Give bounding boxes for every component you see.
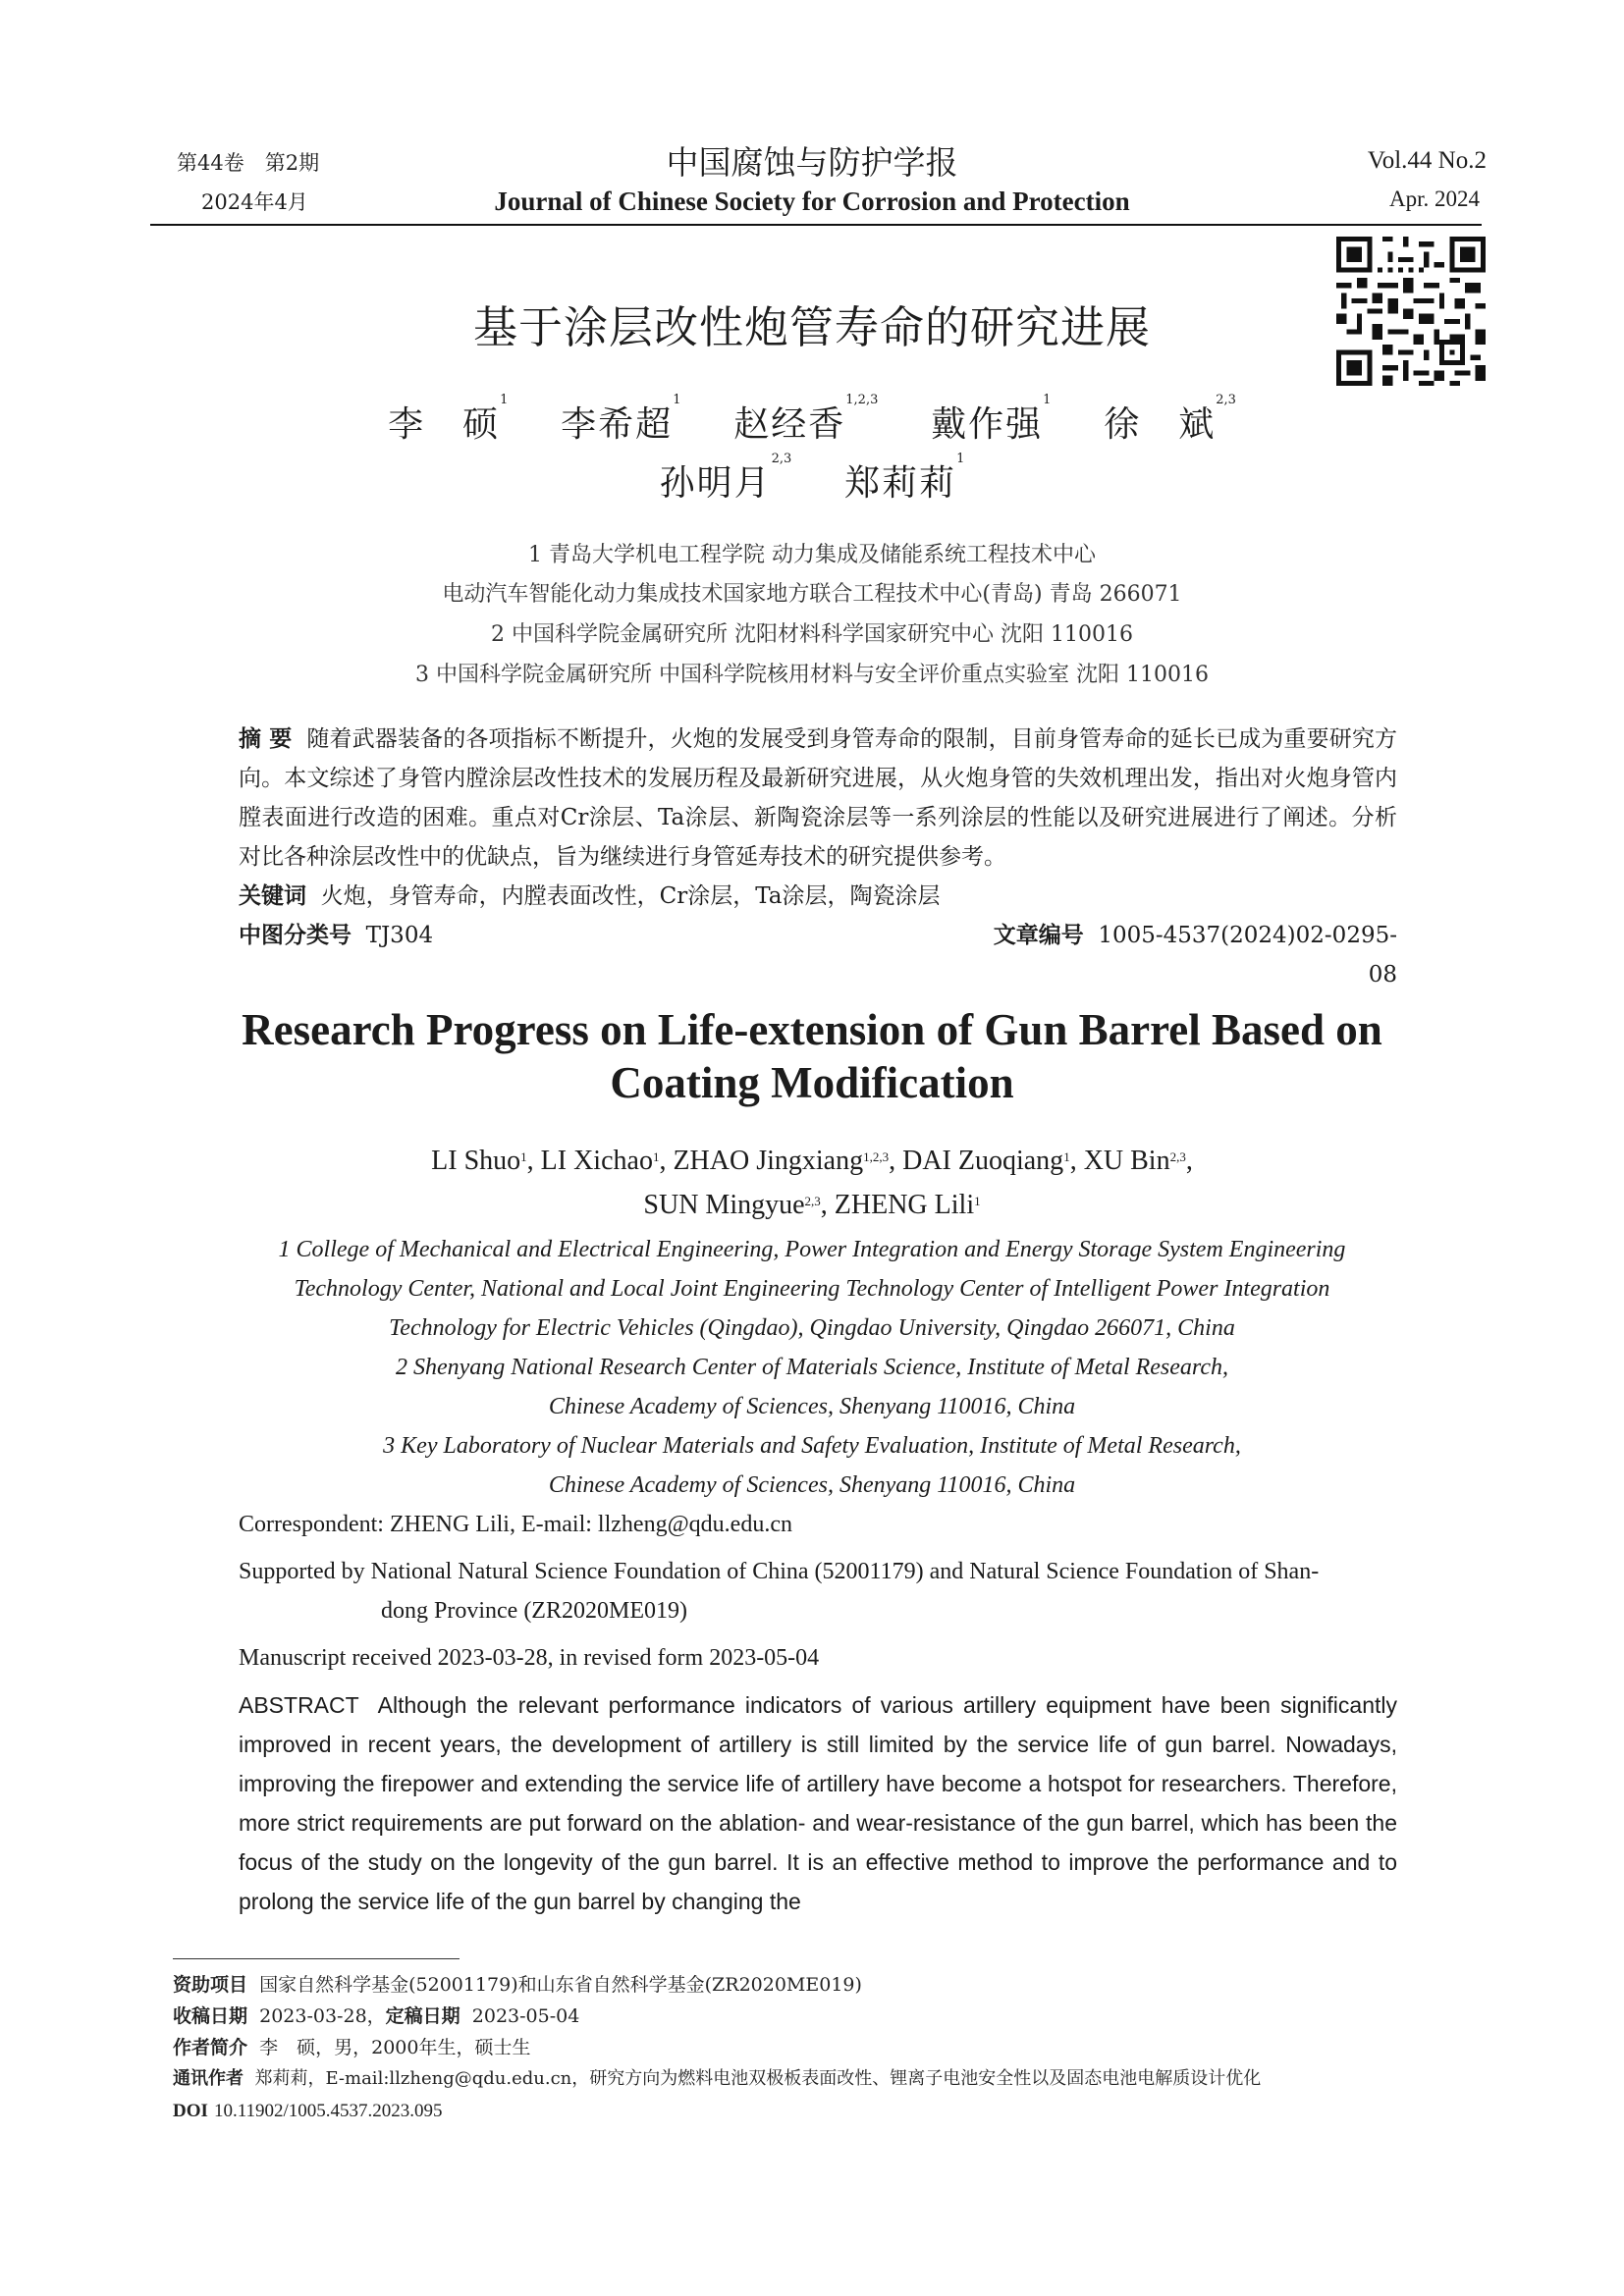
footnote-doi: DOI 10.11902/1005.4537.2023.095 bbox=[173, 2101, 443, 2121]
author-cn: 赵经香$^{1,2,3}$ bbox=[733, 393, 879, 445]
author-en: DAI Zuoqiang$^1$, bbox=[902, 1146, 1084, 1176]
author-en: ZHAO Jingxiang$^{1,2,3}$, bbox=[673, 1146, 903, 1176]
footnote-rule bbox=[173, 1958, 460, 1959]
journal-title-en: Journal of Chinese Society for Corrosion and Protection bbox=[494, 187, 1130, 216]
supported-en-line: dong Province (ZR2020ME019) bbox=[381, 1598, 687, 1624]
article-title-en-line: Coating Modification bbox=[610, 1058, 1014, 1107]
affiliation-en-line: Technology Center, National and Local Joint Engineering Technology Center of Intelligent Power Integration bbox=[294, 1276, 1330, 1302]
affiliation-en-line: Chinese Academy of Sciences, Shenyang 110016, China bbox=[548, 1472, 1076, 1498]
footnote-dates: 收稿日期 2023-03-28，定稿日期 2023-05-04 bbox=[173, 2005, 580, 2027]
correspondent-en: Correspondent: ZHENG Lili, E-mail: llzheng@qdu.edu.cn bbox=[239, 1512, 792, 1537]
author-cn: 孙明月$^{2,3}$ bbox=[659, 452, 792, 504]
abstract-cn-label: 摘 要 bbox=[239, 725, 293, 752]
affiliation-en-line: 2 Shenyang National Research Center of Materials Science, Institute of Metal Research, bbox=[395, 1355, 1229, 1380]
affiliation-en-line: Chinese Academy of Sciences, Shenyang 110016, China bbox=[548, 1394, 1076, 1419]
affiliation-en-line: 1 College of Mechanical and Electrical Engineering, Power Integration and Energy Storage System Engineering bbox=[278, 1237, 1346, 1262]
header-volume-en: Vol.44 No.2 bbox=[1367, 147, 1487, 174]
header-volume-cn: 第44卷 第2期 bbox=[177, 151, 320, 175]
en-meta-block bbox=[239, 1505, 1397, 1678]
article-title-en bbox=[0, 1003, 1624, 1109]
supported-en bbox=[239, 1552, 1397, 1630]
affiliation-cn: 3 中国科学院金属研究所 中国科学院核用材料与安全评价重点实验室 沈阳 110016 bbox=[415, 663, 1209, 687]
footnote-author-bio: 作者简介 李 硕，男，2000年生，硕士生 bbox=[173, 2037, 531, 2058]
classification-cn-value: TJ304 bbox=[365, 923, 434, 948]
affiliations-en bbox=[0, 1230, 1624, 1505]
article-title-cn: 基于涂层改性炮管寿命的研究进展 bbox=[472, 301, 1151, 353]
supported-en-line: Supported by National Natural Science Foundation of China (52001179) and Natural Science Foundation of Shan- bbox=[239, 1559, 1320, 1584]
author-cn: 徐 斌$^{2,3}$ bbox=[1104, 393, 1236, 445]
author-en: LI Xichao$^1$, bbox=[540, 1146, 674, 1176]
abstract-cn-text: 随着武器装备的各项指标不断提升，火炮的发展受到身管寿命的限制，目前身管寿命的延长已成为重要研究方向。本文综述了身管内膛涂层改性技术的发展历程及最新研究进展，从火炮身管的失效机理出发，指出对火炮身管内膛表面进行改造的困难。重点对Cr涂层、Ta涂层、新陶瓷涂层等一系列涂层的性能以及研究进展进行了阐述。分析对比各种涂层改性中的优缺点，旨为继续进行身管延寿技术的研究提供参考。 bbox=[239, 726, 1397, 870]
affiliation-cn: 1 青岛大学机电工程学院 动力集成及储能系统工程技术中心 bbox=[528, 543, 1096, 567]
manuscript-dates-en: Manuscript received 2023-03-28, in revised form 2023-05-04 bbox=[239, 1645, 820, 1671]
author-cn: 郑莉莉$^1$ bbox=[844, 452, 965, 504]
abstract-en-label: ABSTRACT bbox=[239, 1692, 359, 1718]
keywords-cn-text: 火炮，身管寿命，内膛表面改性，Cr涂层，Ta涂层，陶瓷涂层 bbox=[320, 883, 941, 909]
affiliation-cn: 2 中国科学院金属研究所 沈阳材料科学国家研究中心 沈阳 110016 bbox=[491, 622, 1133, 647]
keywords-cn-label: 关键词 bbox=[239, 882, 306, 909]
authors-en-line-1 bbox=[0, 1139, 1624, 1183]
abstract-cn bbox=[239, 720, 1397, 877]
abstract-en-text: Although the relevant performance indicators of various artillery equipment have been significantly improved in recent years, the development of artillery is still limited by the service life of gun barrel. Nowadays, improving the firepower and extending the service life of artillery have become a hotspot for researchers. Therefore, more strict requirements are put forward on the ablation- and wear-resistance of the gun barrel, which has been the focus of the study on the longevity of the gun barrel. It is an effective method to improve the performance and to prolong the service life of the gun barrel by changing the bbox=[239, 1692, 1397, 1914]
journal-title-cn: 中国腐蚀与防护学报 bbox=[666, 143, 958, 182]
header-date-en: Apr. 2024 bbox=[1389, 187, 1480, 211]
author-en: ZHENG Lili$^1$ bbox=[834, 1190, 981, 1220]
author-en: XU Bin$^{2,3}$, bbox=[1083, 1146, 1193, 1176]
article-title-en-line: Research Progress on Life-extension of Gun Barrel Based on bbox=[242, 1005, 1382, 1054]
affiliation-cn: 电动汽车智能化动力集成技术国家地方联合工程技术中心(青岛) 青岛 266071 bbox=[442, 582, 1182, 607]
keywords-cn bbox=[239, 877, 1397, 916]
author-en: LI Shuo$^1$, bbox=[431, 1146, 541, 1176]
affiliation-en-line: Technology for Electric Vehicles (Qingdao), Qingdao University, Qingdao 266071, China bbox=[389, 1315, 1235, 1341]
footnotes bbox=[173, 1969, 1449, 2127]
abstract-en bbox=[239, 1685, 1397, 1921]
header-date-cn: 2024年4月 bbox=[201, 190, 308, 214]
article-number-cn-value: 1005-4537(2024)02-0295-08 bbox=[1098, 923, 1397, 988]
footnote-corresponding: 通讯作者 郑莉莉，E-mail:llzheng@qdu.edu.cn，研究方向为燃料电池双极板表面改性、锂离子电池安全性以及固态电池电解质设计优化 bbox=[173, 2068, 1262, 2089]
classification-cn-label: 中图分类号 bbox=[239, 922, 352, 948]
article-number-cn-label: 文章编号 bbox=[993, 922, 1084, 948]
author-cn: 戴作强$^1$ bbox=[931, 393, 1052, 445]
author-cn: 李 硕$^1$ bbox=[388, 393, 509, 445]
author-cn: 李希超$^1$ bbox=[561, 393, 681, 445]
author-en: SUN Mingyue$^{2,3}$, bbox=[643, 1190, 835, 1220]
article-number-cn bbox=[992, 916, 1397, 994]
affiliation-en-line: 3 Key Laboratory of Nuclear Materials and Safety Evaluation, Institute of Metal Research, bbox=[383, 1433, 1241, 1459]
footnote-funding: 资助项目 国家自然科学基金(52001179)和山东省自然科学基金(ZR2020ME019) bbox=[173, 1974, 862, 1996]
authors-cn-line-2 bbox=[0, 452, 1624, 506]
authors-en-line-2 bbox=[0, 1183, 1624, 1227]
authors-cn-line-1 bbox=[0, 393, 1624, 447]
header-rule bbox=[150, 224, 1482, 226]
